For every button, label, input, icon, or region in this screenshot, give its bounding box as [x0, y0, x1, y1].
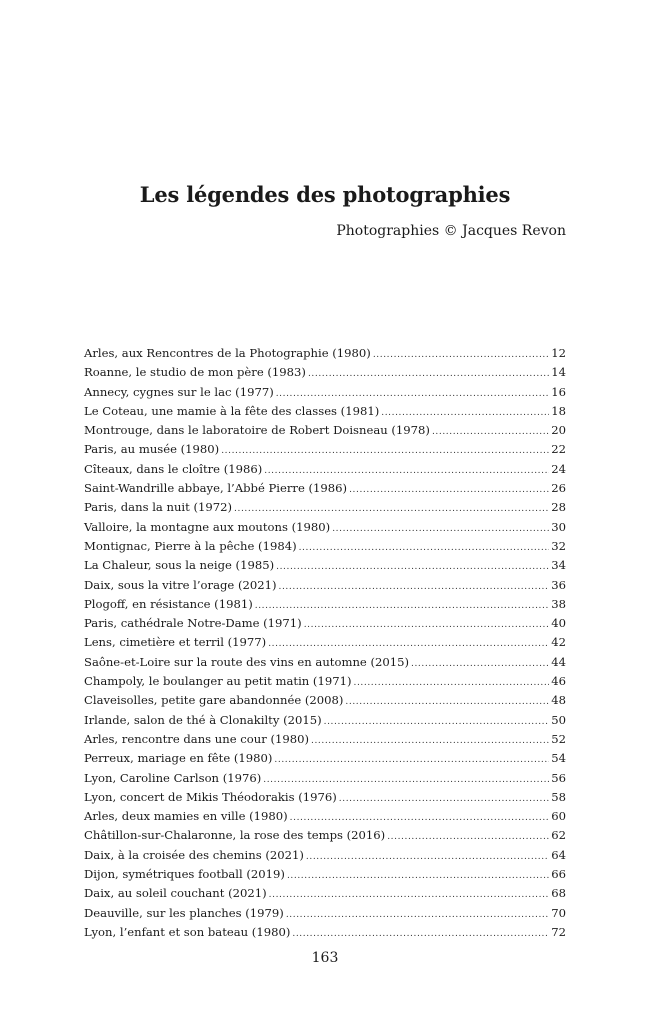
toc-entry: [84, 923, 566, 942]
toc-entry-page: 28: [551, 500, 566, 515]
toc-entry-page: 26: [551, 481, 566, 496]
toc-entry: [84, 363, 566, 382]
toc-entry: [84, 807, 566, 826]
toc-entry-label: Daix, sous la vitre l’orage (2021): [84, 577, 277, 592]
toc-dot-leader: [349, 481, 549, 500]
toc-entry-label: Perreux, mariage en fête (1980): [84, 751, 273, 766]
toc-entry-page: 18: [551, 403, 566, 418]
toc-entry-page: 22: [551, 442, 566, 457]
toc-entry-page: 56: [551, 770, 566, 785]
toc-entry-label: La Chaleur, sous la neige (1985): [84, 558, 275, 573]
toc-entry-label: Lens, cimetière et terril (1977): [84, 635, 267, 650]
toc-entry-label: Le Coteau, une mamie à la fête des classes (1981): [84, 403, 380, 418]
toc-entry-label: Arles, deux mamies en ville (1980): [84, 809, 288, 824]
toc-entry: [84, 769, 566, 788]
toc-entry-label: Paris, cathédrale Notre-Dame (1971): [84, 616, 302, 631]
toc-dot-leader: [276, 558, 549, 577]
toc-entry: [84, 440, 566, 459]
toc-entry-page: 20: [551, 423, 566, 438]
page-title: Les légendes des photographies: [139, 182, 511, 207]
toc-dot-leader: [387, 828, 549, 847]
toc-entry-page: 68: [551, 886, 566, 901]
toc-entry: [84, 479, 566, 498]
toc-entry: [84, 691, 566, 710]
toc-entry-label: Arles, aux Rencontres de la Photographie (1980): [84, 346, 371, 360]
toc-dot-leader: [292, 925, 549, 944]
toc-entry: [84, 402, 566, 421]
toc-entry: [84, 904, 566, 923]
toc-entry-label: Plogoff, en résistance (1981): [84, 596, 253, 611]
toc-entry-page: 50: [551, 712, 566, 727]
toc-entry: [84, 460, 566, 479]
toc-entry: [84, 421, 566, 440]
toc-entry-page: 30: [551, 519, 566, 534]
toc-entry-label: Valloire, la montagne aux moutons (1980): [84, 519, 331, 534]
toc-entry: [84, 498, 566, 517]
toc-entry-page: 16: [551, 384, 566, 399]
page-number: 163: [311, 950, 339, 966]
toc-dot-leader: [287, 867, 549, 886]
toc-entry-page: 24: [551, 461, 566, 476]
toc-entry-page: 62: [551, 828, 566, 843]
toc-entry-label: Montrouge, dans le laboratoire de Robert Doisneau (1978): [84, 423, 430, 438]
toc-entry: [84, 672, 566, 691]
toc-entry-label: Paris, dans la nuit (1972): [84, 500, 233, 515]
toc-entry-page: 14: [551, 365, 566, 380]
toc-entry: [84, 826, 566, 845]
toc-entry: [84, 383, 566, 402]
toc-entry-page: 48: [551, 693, 566, 708]
toc-entry-page: 52: [551, 731, 566, 746]
toc-entry-page: 60: [551, 809, 566, 824]
toc-entry: [84, 344, 566, 363]
toc-dot-leader: [308, 365, 549, 384]
toc-entry: [84, 518, 566, 537]
toc-entry-label: Annecy, cygnes sur le lac (1977): [84, 384, 274, 399]
table-of-contents: [84, 344, 566, 942]
toc-entry-page: 54: [551, 751, 566, 766]
toc-entry-label: Irlande, salon de thé à Clonakilty (2015): [84, 712, 322, 727]
toc-entry-label: Deauville, sur les planches (1979): [84, 905, 284, 920]
toc-dot-leader: [306, 848, 549, 867]
toc-entry-page: 64: [551, 847, 566, 862]
toc-dot-leader: [373, 346, 549, 365]
toc-entry-page: 34: [551, 558, 566, 573]
toc-entry-label: Lyon, Caroline Carlson (1976): [84, 770, 262, 785]
toc-entry-label: Lyon, concert de Mikis Théodorakis (1976): [84, 789, 337, 804]
toc-entry: [84, 865, 566, 884]
toc-dot-leader: [432, 423, 549, 442]
toc-entry-label: Paris, au musée (1980): [84, 442, 220, 457]
toc-dot-leader: [332, 520, 549, 539]
toc-entry-page: 66: [551, 867, 566, 882]
toc-entry: [84, 556, 566, 575]
toc-dot-leader: [339, 790, 549, 809]
toc-dot-leader: [286, 906, 549, 925]
toc-dot-leader: [279, 578, 550, 597]
toc-dot-leader: [324, 713, 550, 732]
toc-dot-leader: [269, 886, 550, 905]
toc-dot-leader: [221, 442, 549, 461]
toc-entry: [84, 614, 566, 633]
toc-entry-page: 44: [551, 654, 566, 669]
toc-dot-leader: [299, 539, 550, 558]
toc-entry: [84, 595, 566, 614]
toc-entry-page: 36: [551, 577, 566, 592]
toc-entry-label: Roanne, le studio de mon père (1983): [84, 365, 306, 380]
toc-entry: [84, 653, 566, 672]
toc-entry: [84, 884, 566, 903]
toc-entry: [84, 576, 566, 595]
toc-entry-page: 38: [551, 596, 566, 611]
toc-entry-label: Claveisolles, petite gare abandonnée (2008): [84, 693, 344, 708]
toc-entry-label: Saône-et-Loire sur la route des vins en automne (2015): [84, 654, 410, 669]
toc-entry-label: Saint-Wandrille abbaye, l’Abbé Pierre (1986): [84, 481, 348, 496]
toc-entry-label: Daix, à la croisée des chemins (2021): [84, 847, 304, 862]
toc-entry-page: 32: [551, 538, 566, 553]
photo-credit: Photographies © Jacques Revon: [336, 223, 566, 239]
toc-dot-leader: [311, 732, 549, 751]
toc-entry-page: 72: [551, 924, 566, 939]
toc-entry-label: Lyon, l’enfant et son bateau (1980): [84, 924, 291, 939]
toc-entry-label: Daix, au soleil couchant (2021): [84, 886, 267, 901]
toc-entry-label: Champoly, le boulanger au petit matin (1971): [84, 674, 352, 689]
toc-entry-page: 40: [551, 616, 566, 631]
toc-entry-label: Châtillon-sur-Chalaronne, la rose des temps (2016): [84, 828, 386, 843]
toc-entry-label: Arles, rencontre dans une cour (1980): [84, 731, 309, 746]
toc-entry-label: Dijon, symétriques football (2019): [84, 867, 285, 882]
toc-entry-page: 46: [551, 674, 566, 689]
toc-dot-leader: [345, 693, 549, 712]
toc-entry-label: Montignac, Pierre à la pêche (1984): [84, 538, 297, 553]
toc-dot-leader: [274, 751, 549, 770]
toc-entry: [84, 749, 566, 768]
toc-entry-page: 70: [551, 905, 566, 920]
toc-entry: [84, 788, 566, 807]
toc-entry: [84, 846, 566, 865]
toc-dot-leader: [304, 616, 550, 635]
toc-entry-page: 42: [551, 635, 566, 650]
toc-entry-page: 58: [551, 789, 566, 804]
toc-entry: [84, 730, 566, 749]
toc-entry: [84, 537, 566, 556]
toc-dot-leader: [354, 674, 550, 693]
toc-dot-leader: [411, 655, 549, 674]
toc-entry-label: Cîteaux, dans le cloître (1986): [84, 461, 263, 476]
toc-entry-page: 12: [551, 346, 566, 360]
toc-entry: [84, 711, 566, 730]
toc-entry: [84, 633, 566, 652]
